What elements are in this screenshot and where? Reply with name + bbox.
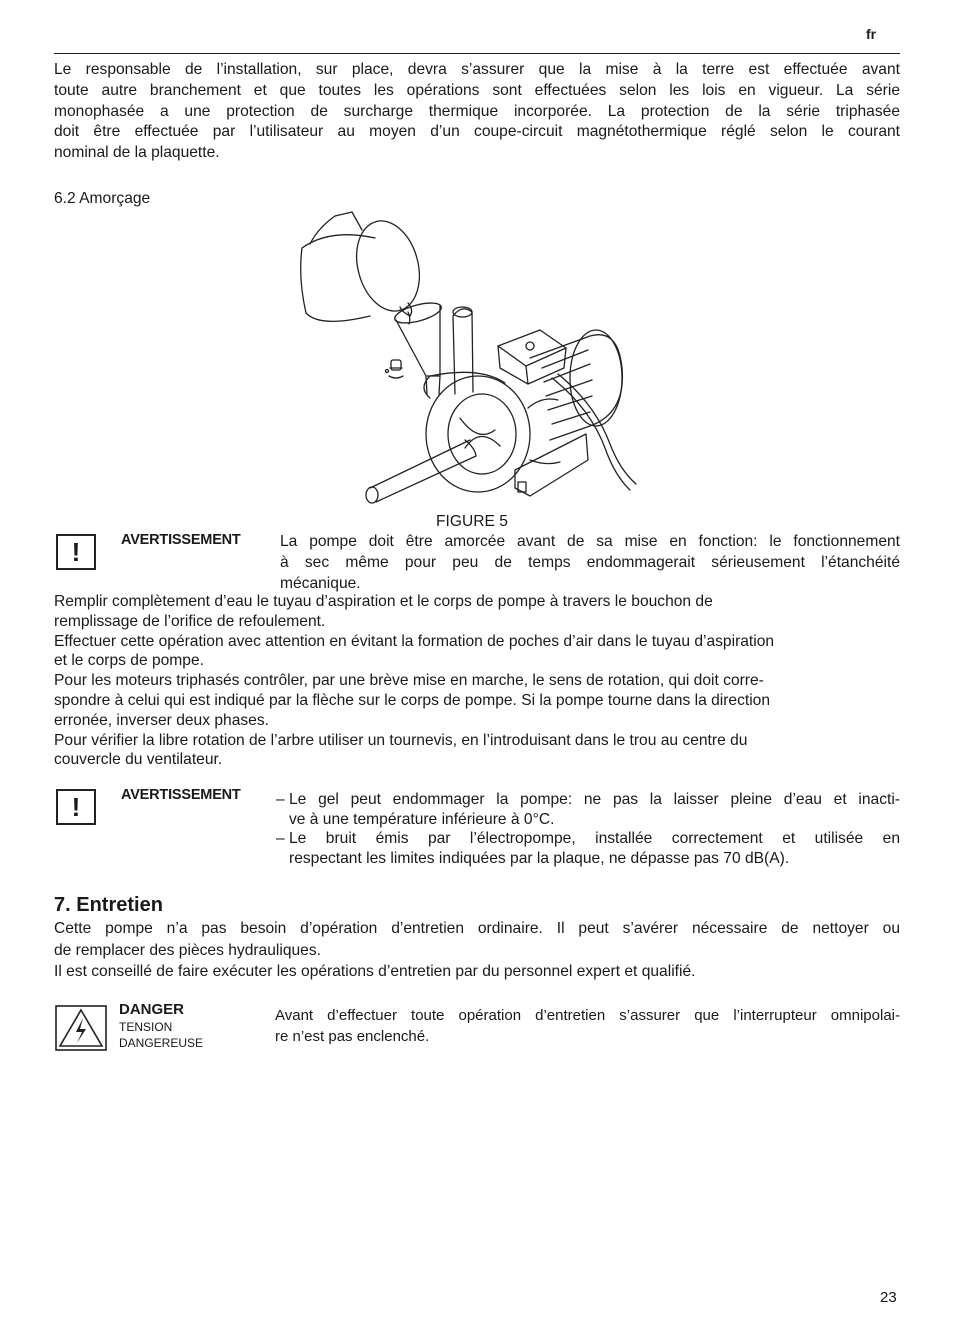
warning-item-line: ve à une température inférieure à 0°C. [289, 810, 555, 828]
warning-item-line: Le bruit émis par l’électropompe, installée correctement et utilisée en [289, 830, 900, 847]
warning-line: à sec même pour peu de temps endommagerait sérieusement l’étanchéité [280, 553, 900, 571]
pump-body [366, 330, 636, 503]
intro-paragraph [54, 60, 900, 164]
maintenance-paragraph [54, 918, 900, 983]
pump-priming-illustration [290, 208, 640, 510]
language-code: fr [866, 26, 877, 42]
high-voltage-icon [55, 1005, 107, 1051]
body-line: Pour vérifier la libre rotation de l’arbre utiliser un tournevis, en l’introduisant dans le trou au centre du [54, 731, 748, 749]
warning-line: mécanique. [280, 574, 361, 592]
page-number: 23 [880, 1289, 897, 1306]
maintenance-line: Il est conseillé de faire exécuter les opérations d’entretien par du personnel expert et qualifié. [54, 963, 696, 980]
section-7-title: 7. Entretien [54, 894, 163, 916]
body-line: remplissage de l’orifice de refoulement. [54, 612, 326, 630]
danger-label: DANGER [119, 1001, 185, 1018]
intro-line: doit être effectuée par l’utilisateur au moyen d’un coupe-circuit magnétothermique réglé selon le courant [54, 123, 900, 141]
danger-line: re n’est pas enclenché. [275, 1027, 430, 1045]
intro-line: Le responsable de l’installation, sur place, devra s’assurer que la mise à la terre est effectuée avant [54, 61, 900, 78]
warning-item-line: respectant les limites indiquées par la plaque, ne dépasse pas 70 dB(A). [289, 849, 790, 867]
filler-plug [386, 360, 404, 378]
dash-bullet: – [276, 791, 285, 808]
warning-list-item [276, 790, 900, 829]
maintenance-line: Cette pompe n’a pas besoin d’opération d’entretien ordinaire. Il peut s’avérer nécessaire de nettoyer ou [54, 920, 900, 937]
danger-sub-label: TENSION [119, 1020, 173, 1034]
priming-instructions [54, 592, 900, 770]
intro-line: nominal de la plaquette. [54, 144, 220, 162]
body-line: erronée, inverser deux phases. [54, 711, 269, 729]
body-line: couvercle du ventilateur. [54, 751, 223, 769]
warning-label: AVERTISSEMENT [121, 787, 241, 803]
dash-bullet: – [276, 830, 285, 847]
warning-line: La pompe doit être amorcée avant de sa mise en fonction: le fonctionnement [280, 533, 900, 550]
body-line: et le corps de pompe. [54, 652, 204, 670]
warning-text [280, 532, 900, 594]
intro-line: monophasée a une protection de surcharge thermique incorporée. La protection de la série triphasée [54, 102, 900, 120]
exclamation-icon: ! [56, 789, 96, 825]
warning-list-item [276, 829, 900, 868]
warning-label: AVERTISSEMENT [121, 532, 241, 548]
body-line: Pour les moteurs triphasés contrôler, par une brève mise en marche, le sens de rotation, qui doit corre- [54, 672, 764, 690]
figure-caption: FIGURE 5 [436, 513, 508, 530]
water-jug [301, 212, 429, 321]
body-line: Remplir complètement d’eau le tuyau d’aspiration et le corps de pompe à travers le bouchon de [54, 593, 713, 610]
intro-line: toute autre branchement et que toutes les opérations sont effectuées selon les lois en vigueur. La série [54, 81, 900, 99]
exclamation-icon: ! [56, 534, 96, 570]
warning-item-line: Le gel peut endommager la pompe: ne pas la laisser pleine d’eau et inacti- [289, 791, 900, 808]
danger-line: Avant d’effectuer toute opération d’entretien s’assurer que l’interrupteur omnipolai- [275, 1007, 900, 1024]
section-6-2-title: 6.2 Amorçage [54, 190, 151, 207]
body-line: spondre à celui qui est indiqué par la flèche sur le corps de pompe. Si la pompe tourne dans la direction [54, 691, 771, 709]
maintenance-line: de remplacer des pièces hydrauliques. [54, 941, 321, 959]
danger-text [275, 1006, 900, 1047]
header-rule [54, 53, 900, 54]
danger-sub-label: DANGEREUSE [119, 1036, 204, 1050]
body-line: Effectuer cette opération avec attention en évitant la formation de poches d’air dans le tuyau d’aspiration [54, 632, 775, 650]
warning-list [276, 790, 900, 868]
